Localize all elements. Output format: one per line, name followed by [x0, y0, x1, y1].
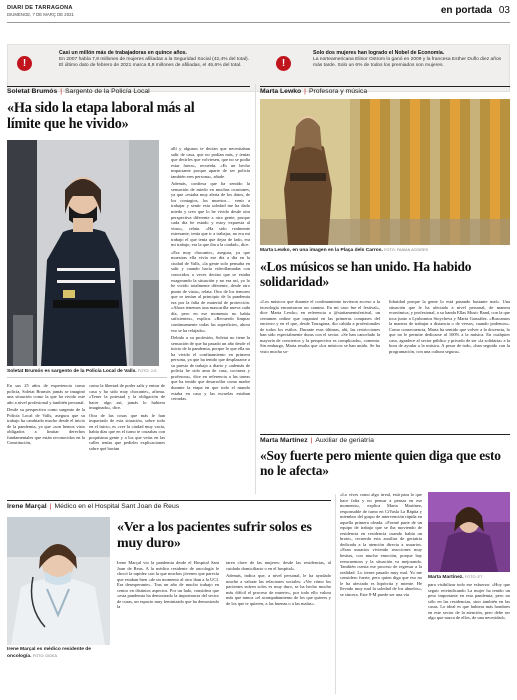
story1-byline: Soletat Brumós | Sargento de la Policía Local: [7, 88, 150, 95]
story4-column-2: [226, 560, 331, 608]
paragraph: Debido a su profesión, Soletat no tiene la sensación de que ha pasado un año desde el inicio de la pandemia, porque lo que ella no ha vivido el confinamiento en primera persona, ya que ha tenido que desplazarse a su puesto de trabajo a diario y «además de policía he sido ama de casa, cocinera y profesora», dice en referencia a las tareas que ha tenido que desarrollar como madre durante la etapa en que todo el mundo estaba en casa y las escuelas estaban cerradas.: [171, 335, 250, 402]
paragraph: Además, indica que, a nivel personal, le ha ayudado mucho a valorar las relaciones sociales: «Ver cómo los pacientes sufren solos es muy duro, se ha hecho mucho más difícil el proceso de muerte», por todo ello valora más que nunca «el acompañamiento de los que quieres y de los que te quieren, a las buenas o a las malas».: [226, 573, 331, 606]
person-role: Sargento de la Policía Local: [65, 88, 150, 95]
alert-title: Casi un millón más de trabajadoras en quince años.: [59, 50, 187, 56]
doctor-photo: [7, 517, 110, 645]
paragraph: Otra de las cosas que más le han impactado de esta situación, sobre todo en el inicio, es «ver la ciudad muy vacía, había días que en el turno te cruzabas con poquísima gente y a los que veías en las calles tenías que pedirles explicaciones sobre qué hacían: [89, 412, 165, 452]
person-role: Profesora y música: [308, 88, 368, 95]
alert-title: Solo dos mujeres han logrado el Nobel de Economía.: [313, 50, 445, 56]
exclamation-icon: !: [276, 56, 291, 71]
paragraph: como la libertad de poder salir y entrar de casa y ha sido muy chocante», afirma. «Tener la potestad y la obligación de hacer algo así, jamás lo hubiera imaginado», dice.: [89, 383, 165, 411]
story4-byline: Irene Marçal | Médico en el Hospital Sant Joan de Reus: [7, 503, 180, 510]
person-name: Soletat Brumós: [7, 88, 58, 95]
caption-text: Marta Martínez.: [428, 575, 464, 580]
exclamation-icon: !: [17, 56, 32, 71]
paragraph: Desde su perspectiva como sargento de la Policía Local de Valls, asegura que su trabajo ha cambiado mucho desde el inicio de la pandemia, ya que «son hemos visto obligados a limitar derechos fundamentales que están reconocidos en la Constitución,: [7, 407, 85, 446]
story1-photo: [7, 140, 159, 366]
police-officer-photo: [7, 140, 159, 366]
story2-byline: Marta Lewko | Profesora y música: [260, 88, 368, 95]
story4-caption: [7, 647, 113, 660]
story3-caption: [428, 574, 510, 581]
story2-photo: [260, 99, 510, 245]
story4-column-1: [117, 560, 219, 612]
paragraph: «Era muy chocante», asegura, ya que muestras ella vivía ese día a día en la ciudad de Valls, «la gente solo pensaba en salir y cuando hacía videollamadas con conocidos a veces decían que se estaba exagerando la situación y no era así, yo lo he vivido totalmente diferente, desde otro punto de vista», relata. Otro de los temores que se tenían al principio de la pandemia era por la falta de material de protección. «Ahora tenemos una mascarilla nueva cada día, pero en ese momento no había suficientes», explica. «Recuerdo limpiar continuamente todas las superficies, ahora eso se ha relajado».: [171, 249, 250, 333]
paragraph: En sus 25 años de experiencia como policía, Soletat Brumós jamás se imaginó una situación como la que ha vivido este año a nivel profesional y también personal.: [7, 383, 85, 405]
story2-column-1: [260, 299, 380, 356]
alert-text: En 2007 había 7,8 millones de mujeres afiliadas a la Seguridad Social (42,4% del total). El último dato de febrero de 2021 marca 8,8 millones de afiliadas, el 46,6% del total.: [59, 57, 250, 68]
musician-photo: [260, 99, 510, 245]
story1-column-3: [171, 146, 250, 404]
masthead: [7, 4, 510, 22]
photo-credit: FOTO: FABIÁN ACIDRES: [384, 248, 429, 252]
paragraph: Irene Marçal vio la pandemia desde el Hospital Sant Joan de Reus. A la médico residente de oncología le chocó la rapidez con la que muchos jóvenes que parecía que estaban bien «de un momento al otro iban a la UCI. Era desesperante». Tras un año de mucho trabajo en centro en distintos aspectos. Por un lado, considera que «esta pandemia ha demostrado la importancia del sector de curas, un espacio muy feminizado que ha demostrado la: [117, 560, 219, 610]
story1-column-1: [7, 383, 85, 448]
story1-column-2: [89, 383, 165, 454]
story1-headline: «Ha sido la etapa laboral más al límite que he vivido»: [7, 100, 195, 132]
story3-column-2: [428, 582, 510, 623]
page-number: 03: [498, 5, 510, 16]
story2-headline: «Los músicos se han unido. Ha habido solidaridad»: [260, 259, 472, 289]
paragraph: tarea clave de las mujeres: desde las residencias, al cuidado domiciliario o en el hospital».: [226, 560, 331, 571]
alert-text: La norteamericana Elinor Ostrom lo ganó en 2009 y la francesa Esther Duflo diez años más tarde. Solo un 6% de todos los premiados son mujeres.: [313, 57, 502, 68]
paragraph: lidaridad porque la gente lo está pasando bastante mal». Una situación que le ha afectado a nivel personal, de manera económica, y profesional, a su banda Ellas Music Band, con la que toca junto a Lyubomira Stoycheva y Marta González. «Buscamos la manera de trabajar a distancia o de versos, cuando podemos». Como consecuencia, Marta ha sentido que volver a la docencia, lo que no le permite dedicarse al 100% a la música. En cualquier caso, agradece al sector público y privado de ser «la solidaria» a la hora de ayudar a la música. A pesar de todo, «han seguido con la programación, con una cultura segura».: [389, 299, 510, 354]
paper-name: DIARI DE TARRAGONA: [7, 5, 73, 11]
paragraph: para visibilizar todo ese esfuerzo: «Hoy que seguir reivindicando La mujer ha tenido un peso importante en esta pandemia, pero no sólo en las residencias, sino también en las casas. Lo ideal es que hubiera más hombres en este sector de la atención, pero debe ser algo que nazca de ellos, de una necesidad».: [428, 582, 510, 621]
story2-column-2: [389, 299, 510, 356]
person-name: Marta Martínez: [260, 437, 308, 444]
photo-credit: FOTO: DIDEA: [32, 654, 58, 658]
photo-credit: FOTO: J.G.: [138, 369, 158, 373]
paragraph: «Lo vives como algo irreal, está para lo que hace falta y no pensar a pensar en ese momento», explica Marta Martínez, responsable de turno en CiVasla La Ràpita y miembro del grupo de intervención rápida en aquella primera oleada. «Formé parte de un equipo de trabajo que se iba moviendo de residencia en residencia cuando había un brote», recuerda esta auxiliar de geriatría dedicada a la atención directa a usuarios. «Eran usuarios viviendo reacciones muy bestias, con mucha emoción, porque hay reencuentros y la situación va mejorando. También cuesta ese proceso de regresar a la realidad. Lo tienes pasado muy mal. Yo me considero fuerte, pero quien diga que eso no le ha afectado es hipócrita y miente. He llevado muy mal la soledad de los abuelos», se sincera. Este 8-M puede ser una vía: [340, 492, 422, 597]
issue-date: DIUMENGE, 7 DE MARÇ DE 2021: [7, 12, 74, 17]
section-name: en portada: [440, 5, 492, 16]
person-name: Irene Marçal: [7, 503, 47, 510]
paragraph: «Los músicos que durante el confinamiento tuvieron acceso a la tecnología encontraron un camino. En mi caso fue el festival», dice Marta Lewko, en referencia a @staiiamentsfestival, un certamen online que organizó en las primeras compases del encierro y en el que, desde Tarragona, dio cabida a profesionales de todos los estilos. Durante esas últimas, ahí, las restricciones han sido especialmente duras con el sector. «Se han cancelado la mayoría de conciertos y la perspectiva es complicada», comenta. Sin embargo, Marta resalta que «los músicos se han unido. Se ha visto mucha so-: [260, 299, 380, 354]
story3-column-1: [340, 492, 422, 599]
photo-credit: FOTO: ET: [464, 575, 483, 579]
caption-text: Irene Marçal es médico residente de oncología.: [7, 647, 91, 659]
person-name: Marta Lewko: [260, 88, 302, 95]
caption-text: Soletat Brumós es sargento de la Policía Local de Valls.: [7, 369, 137, 374]
person-role: Auxiliar de geriatría: [315, 437, 374, 444]
story3-photo: [428, 492, 510, 572]
paragraph: allí y algunos te decían que necesitaban salir de casa, que no podían más, y tenías que decirles que volviesen, que no se podía estar fuera», recuerda. «Es un hecho impactante porque aparte de ser policía también eres persona», añade.: [171, 146, 250, 179]
story4-photo: [7, 517, 110, 645]
story3-byline: Marta Martínez | Auxiliar de geriatría: [260, 437, 374, 444]
caption-text: Marta Lewko, en una imagen en la Plaça dels Carros.: [260, 248, 383, 253]
story3-headline: «Soy fuerte pero miente quien diga que esto no le afecta»: [260, 448, 501, 478]
paragraph: Además, confiesa que ha sentido la sensación de miedo en muchas ocasiones, ya que «estaba muy alerta de los datos, de los contagios, los muertos… venir a trabajar y sentir esta soledad me ha dado miedo y creo que lo he vivido desde otra perspectiva diferente a otra gente, porque cada día he estado y estoy expuesta al virus», relata. «Ha sido realmente estresante, tenía que ir a trabajar, no era mi trabajo el que tenía que dejar de lado, era mi trabajo, era la que iba a la ciudad», dice.: [171, 181, 250, 248]
person-role: Médico en el Hospital Sant Joan de Reus: [54, 503, 180, 510]
story2-caption: [260, 247, 510, 254]
story4-headline: «Ver a los pacientes sufrir solos es muy duro»: [117, 520, 312, 551]
caregiver-photo: [428, 492, 510, 572]
